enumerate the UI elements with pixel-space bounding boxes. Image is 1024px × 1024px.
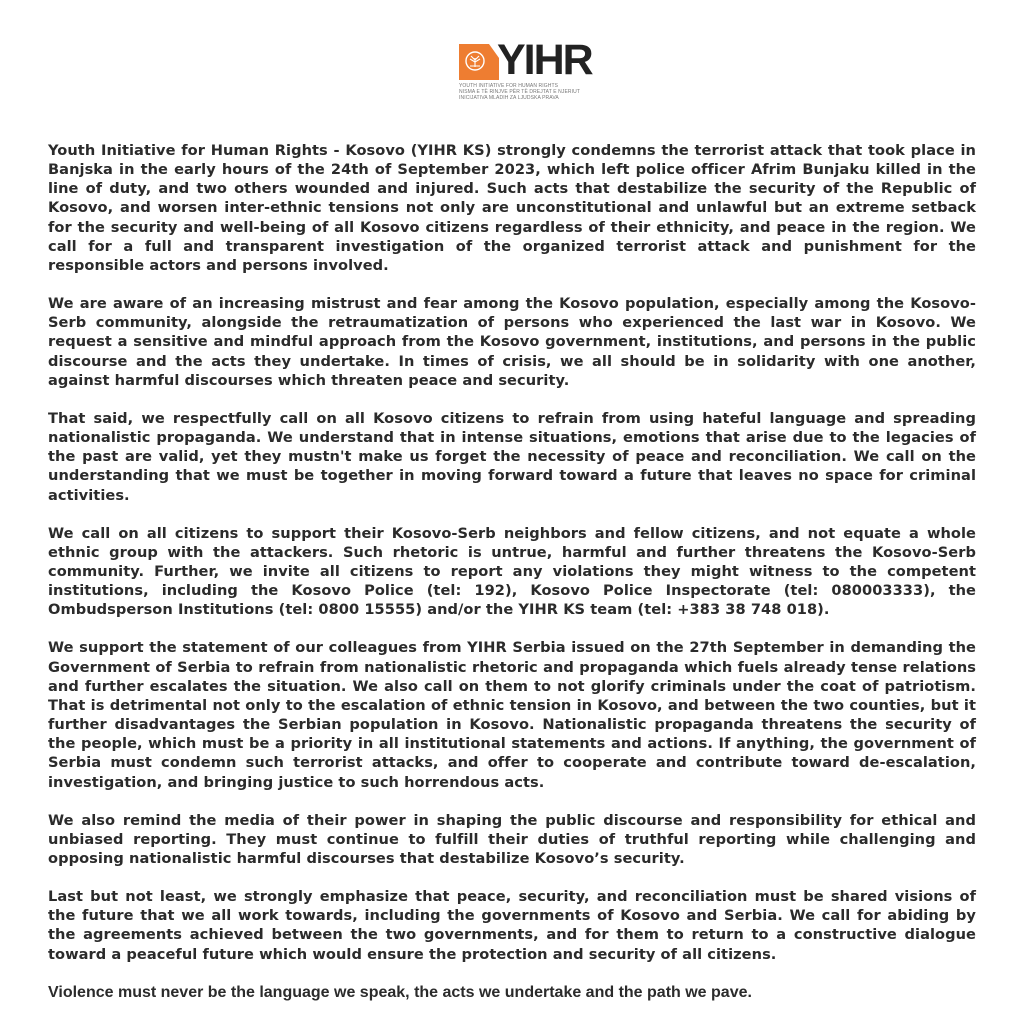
logo-subtitle-line: YOUTH INITIATIVE FOR HUMAN RIGHTS: [459, 83, 559, 89]
logo-subtitle-line: INICIJATIVA MLADIH ZA LJUDSKA PRAVA: [459, 95, 559, 101]
statement-paragraph: That said, we respectfully call on all Kosovo citizens to refrain from using hateful language and spreading nationalistic propaganda. We understand that in intense situations, emotions that arise due to the legacies of the past are valid, yet they mustn't make us forget the necessity of peace and reconciliation. We call on the understanding that we must be together in moving forward toward a future that leaves no space for criminal activities.: [48, 409, 976, 504]
statement-paragraph: We support the statement of our colleagues from YIHR Serbia issued on the 27th September in demanding the Government of Serbia to refrain from nationalistic rhetoric and propaganda which fuels already tense relations and further escalates the situation. We also call on them to not glorify criminals under the coat of patriotism. That is detrimental not only to the escalation of ethnic tension in Kosovo, and between the two counties, but it further disadvantages the Serbian population in Kosovo. Nationalistic propaganda threatens the security of the people, which must be a priority in all institutional statements and actions. If anything, the government of Serbia must condemn such terrorist attacks, and offer to cooperate and contribute toward de-escalation, investigation, and bringing justice to such horrendous acts.: [48, 639, 976, 791]
statement-body: [48, 141, 976, 1021]
statement-paragraph: Last but not least, we strongly emphasize that peace, security, and reconciliation must be shared visions of the future that we all work towards, including the governments of Kosovo and Serbia. We call for abiding by the agreements achieved between the two governments, and for them to return to a constructive dialogue toward a peaceful future which would ensure the protection and security of all citizens.: [48, 888, 976, 963]
statement-paragraph: We are aware of an increasing mistrust and fear among the Kosovo population, especially among the Kosovo-Serb community, alongside the retraumatization of persons who experienced the last war in Kosovo. We request a sensitive and mindful approach from the Kosovo government, institutions, and persons in the public discourse and the acts they undertake. In times of crisis, we all should be in solidarity with one another, against harmful discourses which threaten peace and security.: [48, 295, 976, 389]
statement-paragraph: We also remind the media of their power in shaping the public discourse and responsibility for ethical and unbiased reporting. They must continue to fulfill their duties of truthful reporting while challenging and opposing nationalistic harmful discourses that destabilize Kosovo’s security.: [48, 811, 976, 867]
closing-statement: Violence must never be the language we speak, the acts we undertake and the path we pave.: [48, 983, 752, 1001]
statement-paragraph: Youth Initiative for Human Rights - Kosovo (YIHR KS) strongly condemns the terrorist attack that took place in Banjska in the early hours of the 24th of September 2023, which left police officer Afrim Bunjaku killed in the line of duty, and two others wounded and injured. Such acts that destabilize the security of the Republic of Kosovo, and worsen inter-ethnic tensions not only are unconstitutional and unlawful but an extreme setback for the security and well-being of all Kosovo citizens regardless of their ethnicity, and peace in the region. We call for a full and transparent investigation of the organized terrorist attack and punishment for the responsible actors and persons involved.: [48, 142, 976, 274]
statement-paragraph: We call on all citizens to support their Kosovo-Serb neighbors and fellow citizens, and not equate a whole ethnic group with the attackers. Such rhetoric is untrue, harmful and further threatens the Kosovo-Serb community. Further, we invite all citizens to report any violations they might witness to the competent institutions, including the Kosovo Police (tel: 192), Kosovo Police Inspectorate (tel: 080003333), the Ombudsperson Institutions (tel: 0800 15555) and/or the YIHR KS team (tel: +383 38 748 018).: [48, 524, 976, 619]
logo-subtitle-line: NISMA E TË RINJVE PËR TË DREJTAT E NJERIUT: [459, 89, 580, 95]
logo-wordmark: YIHR: [497, 36, 592, 84]
logo-subtitle: [459, 83, 579, 101]
yihr-logo: [459, 36, 592, 106]
